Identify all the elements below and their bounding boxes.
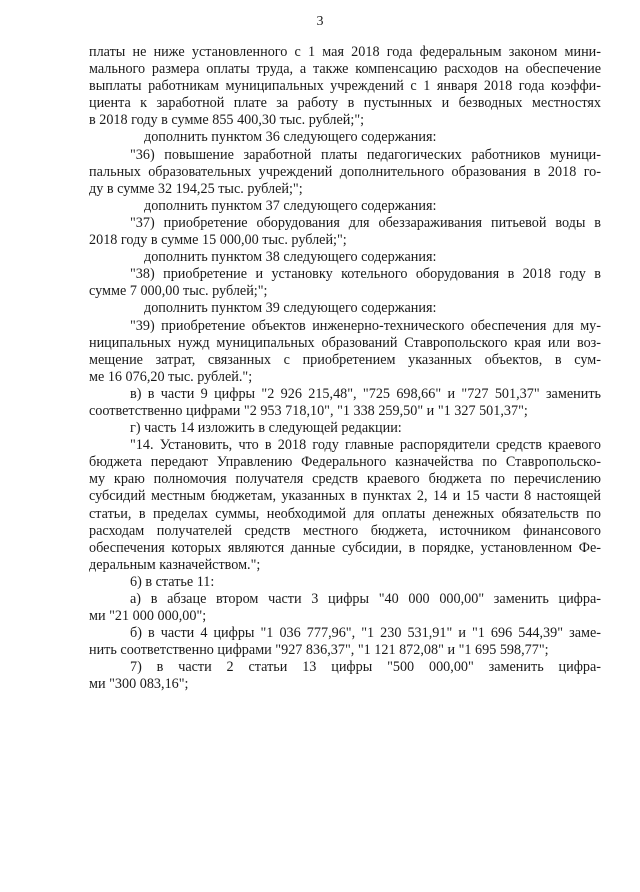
- text-line: нить соответственно цифрами "927 836,37", "1 121 872,08" и "1 695 598,77";: [89, 642, 549, 659]
- text-line: 6) в статье 11:: [130, 573, 215, 590]
- text-line: ми "21 000 000,00";: [89, 608, 207, 625]
- text-line: "38) приобретение и установку котельного оборудования в 2018 году в: [130, 266, 601, 283]
- text-line: соответственно цифрами "2 953 718,10", "1 338 259,50" и "1 327 501,37";: [89, 402, 528, 419]
- text-line: 2018 году в сумме 15 000,00 тыс. рублей;";: [89, 232, 347, 249]
- text-line: деральным казначейством.";: [89, 556, 261, 573]
- text-line: циента к заработной плате за работу в пустынных и безводных местностях: [89, 95, 601, 112]
- text-line: платы не ниже установленного с 1 мая 2018 года федеральным законом мини-: [89, 44, 601, 60]
- text-line: мального размера оплаты труда, а также компенсацию расходов на обеспечение: [89, 61, 601, 78]
- text-line: "14. Установить, что в 2018 году главные распорядители средств краевого: [130, 437, 601, 454]
- text-line: сумме 7 000,00 тыс. рублей;";: [89, 283, 268, 300]
- text-line: дополнить пунктом 39 следующего содержания:: [144, 300, 437, 317]
- text-line: субсидий местным бюджетам, указанных в пунктах 2, 14 и 15 части 8 настоящей: [89, 488, 601, 505]
- text-line: в 2018 году в сумме 855 400,30 тыс. рублей;";: [89, 112, 365, 129]
- text-line: г) часть 14 изложить в следующей редакции:: [130, 420, 402, 437]
- text-line: дополнить пунктом 37 следующего содержания:: [144, 197, 437, 214]
- text-line: ду в сумме 32 194,25 тыс. рублей;";: [89, 180, 303, 197]
- text-line: расходам получателей средств местного бюджета, источником финансового: [89, 522, 601, 539]
- text-line: пальных образовательных учреждений дополнительного образования в 2018 го-: [89, 163, 601, 180]
- text-line: "39) приобретение объектов инженерно-технического обеспечения для му-: [130, 317, 601, 334]
- text-line: обеспечения которых являются данные субсидии, в порядке, установленном Фе-: [89, 539, 601, 556]
- text-line: в) в части 9 цифры "2 926 215,48", "725 698,66" и "727 501,37" заменить: [130, 385, 601, 402]
- text-line: му краю полномочия получателя средств краевого бюджета по перечислению: [89, 471, 601, 488]
- text-line: а) в абзаце втором части 3 цифры "40 000 000,00" заменить цифра-: [130, 591, 601, 607]
- text-line: бюджета передают Управлению Федерального казначейства по Ставропольско-: [89, 454, 601, 471]
- text-line: статьи, в пределах суммы, необходимой для оплаты денежных обязательств по: [89, 505, 601, 522]
- text-line: выплаты работникам муниципальных учреждений с 1 января 2018 года коэффи-: [89, 78, 601, 95]
- document-body: [89, 44, 601, 694]
- text-line: дополнить пунктом 36 следующего содержания:: [144, 129, 437, 146]
- text-line: ниципальных нужд муниципальных образований Ставропольского края или воз-: [89, 334, 601, 351]
- text-line: мещение затрат, связанных с приобретением указанных объектов, в сум-: [89, 351, 601, 368]
- text-line: ми "300 083,16";: [89, 676, 189, 693]
- text-line: 7) в части 2 статьи 13 цифры "500 000,00" заменить цифра-: [130, 659, 601, 676]
- text-line: "36) повышение заработной платы педагогических работников муници-: [130, 146, 601, 163]
- text-line: б) в части 4 цифры "1 036 777,96", "1 230 531,91" и "1 696 544,39" заме-: [130, 625, 601, 642]
- text-line: дополнить пунктом 38 следующего содержания:: [144, 249, 437, 266]
- text-line: "37) приобретение оборудования для обеззараживания питьевой воды в: [130, 214, 601, 231]
- page-number: 3: [316, 14, 324, 29]
- text-line: ме 16 076,20 тыс. рублей.";: [89, 368, 253, 385]
